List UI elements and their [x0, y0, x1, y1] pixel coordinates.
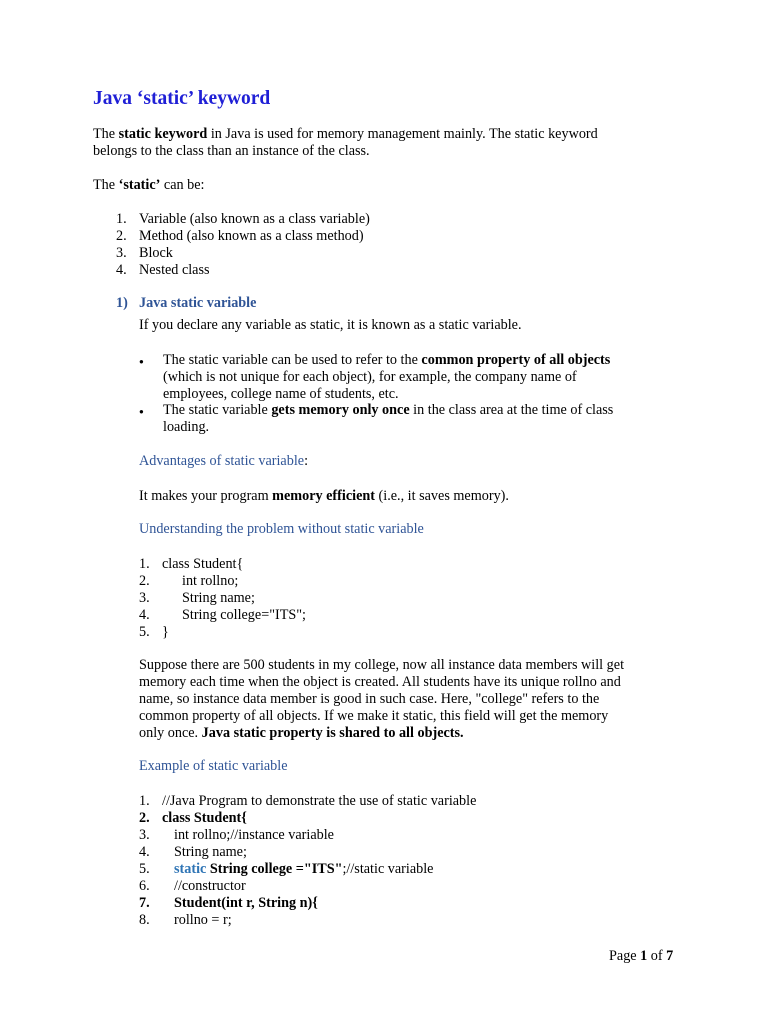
code-text: } — [162, 624, 169, 640]
page-title: Java ‘static’ keyword — [93, 88, 271, 109]
section-title: Java static variable — [139, 295, 257, 311]
list-text: Method (also known as a class method) — [139, 228, 364, 244]
code-line-number: 5. — [139, 861, 150, 877]
can-be-text: The — [93, 177, 119, 193]
bullet-line: loading. — [163, 419, 210, 435]
page-footer — [609, 948, 673, 965]
bullet-line: (which is not unique for each object), for example, the company name of — [163, 369, 577, 385]
intro-text-2: in Java is used for memory management mainly. The static keyword — [207, 126, 598, 142]
subheading-text: Advantages of static variable — [139, 453, 305, 469]
code-text: rollno = r; — [174, 912, 232, 928]
paragraph-line: memory each time when the object is created. All students have its unique rollno and — [139, 674, 621, 690]
bullet-text: in the class area at the time of class — [409, 402, 614, 418]
code-line-number: 3. — [139, 827, 150, 843]
code-line-number: 2. — [139, 573, 150, 589]
bullet-text: The static variable can be used to refer to the — [163, 352, 422, 368]
code-bold: String college ="ITS" — [206, 861, 343, 877]
list-text: Nested class — [139, 262, 210, 278]
paragraph-bold: Java static property is shared to all objects. — [201, 725, 464, 741]
paragraph-line: Suppose there are 500 students in my college, now all instance data members will get — [139, 657, 625, 673]
bullet-bold: common property of all objects — [421, 352, 611, 368]
can-be-text-2: can be: — [160, 177, 205, 193]
subheading-problem: Understanding the problem without static variable — [139, 521, 424, 537]
advantages-text — [139, 488, 509, 505]
paragraph-line — [139, 725, 464, 742]
code-line-number: 1. — [139, 793, 150, 809]
paragraph-line: name, so instance data member is good in such case. Here, "college" refers to the — [139, 691, 600, 707]
adv-text: It makes your program — [139, 488, 273, 504]
adv-bold: memory efficient — [272, 488, 375, 504]
footer-page-number: 1 — [640, 948, 648, 964]
code-text: //Java Program to demonstrate the use of static variable — [162, 793, 477, 809]
list-number: 2. — [116, 228, 127, 244]
code-line-number: 2. — [139, 810, 150, 826]
subheading-example: Example of static variable — [139, 758, 288, 774]
code-text — [174, 861, 433, 878]
can-be-paragraph — [93, 177, 205, 194]
bullet-line — [163, 352, 610, 369]
code-line-number: 4. — [139, 607, 150, 623]
subheading-colon: : — [304, 453, 309, 469]
list-number: 3. — [116, 245, 127, 261]
code-text: class Student{ — [162, 556, 244, 572]
list-text: Variable (also known as a class variable) — [139, 211, 370, 227]
intro-bold: static keyword — [118, 126, 208, 142]
code-line-number: 8. — [139, 912, 150, 928]
paragraph-line: common property of all objects. If we make it static, this field will get the memory — [139, 708, 609, 724]
bullet-dot-icon: ● — [139, 357, 144, 366]
adv-text-2: (i.e., it saves memory). — [374, 488, 509, 504]
bullet-text: The static variable — [163, 402, 272, 418]
list-number: 1. — [116, 211, 127, 227]
code-text: int rollno; — [182, 573, 239, 589]
code-text: class Student{ — [162, 810, 247, 826]
paragraph-text: only once. — [139, 725, 202, 741]
list-text: Block — [139, 245, 173, 261]
code-line-number: 4. — [139, 844, 150, 860]
code-comment: ;//static variable — [342, 861, 434, 877]
code-text: String name; — [174, 844, 247, 860]
bullet-dot-icon: ● — [139, 407, 144, 416]
code-text: String name; — [182, 590, 255, 606]
section-description: If you declare any variable as static, it is known as a static variable. — [139, 317, 522, 333]
subheading-advantages — [139, 453, 308, 470]
section-number: 1) — [116, 295, 128, 311]
code-line-number: 7. — [139, 895, 150, 911]
code-line-number: 6. — [139, 878, 150, 894]
intro-text: The — [93, 126, 119, 142]
bullet-line — [163, 402, 613, 419]
code-line-number: 5. — [139, 624, 150, 640]
can-be-bold: ‘static’ — [118, 177, 161, 193]
code-line-number: 3. — [139, 590, 150, 606]
code-text: //constructor — [174, 878, 246, 894]
intro-line-2: belongs to the class than an instance of the class. — [93, 143, 370, 159]
footer-total-pages: 7 — [666, 948, 674, 964]
list-number: 4. — [116, 262, 127, 278]
code-text: String college="ITS"; — [182, 607, 307, 623]
intro-paragraph — [93, 126, 693, 160]
code-text: int rollno;//instance variable — [174, 827, 334, 843]
code-line-number: 1. — [139, 556, 150, 572]
footer-label: Page — [609, 948, 641, 964]
code-text: Student(int r, String n){ — [174, 895, 318, 911]
bullet-line: employees, college name of students, etc. — [163, 386, 399, 402]
footer-of: of — [647, 948, 667, 964]
bullet-bold: gets memory only once — [271, 402, 410, 418]
code-keyword: static — [174, 861, 207, 877]
